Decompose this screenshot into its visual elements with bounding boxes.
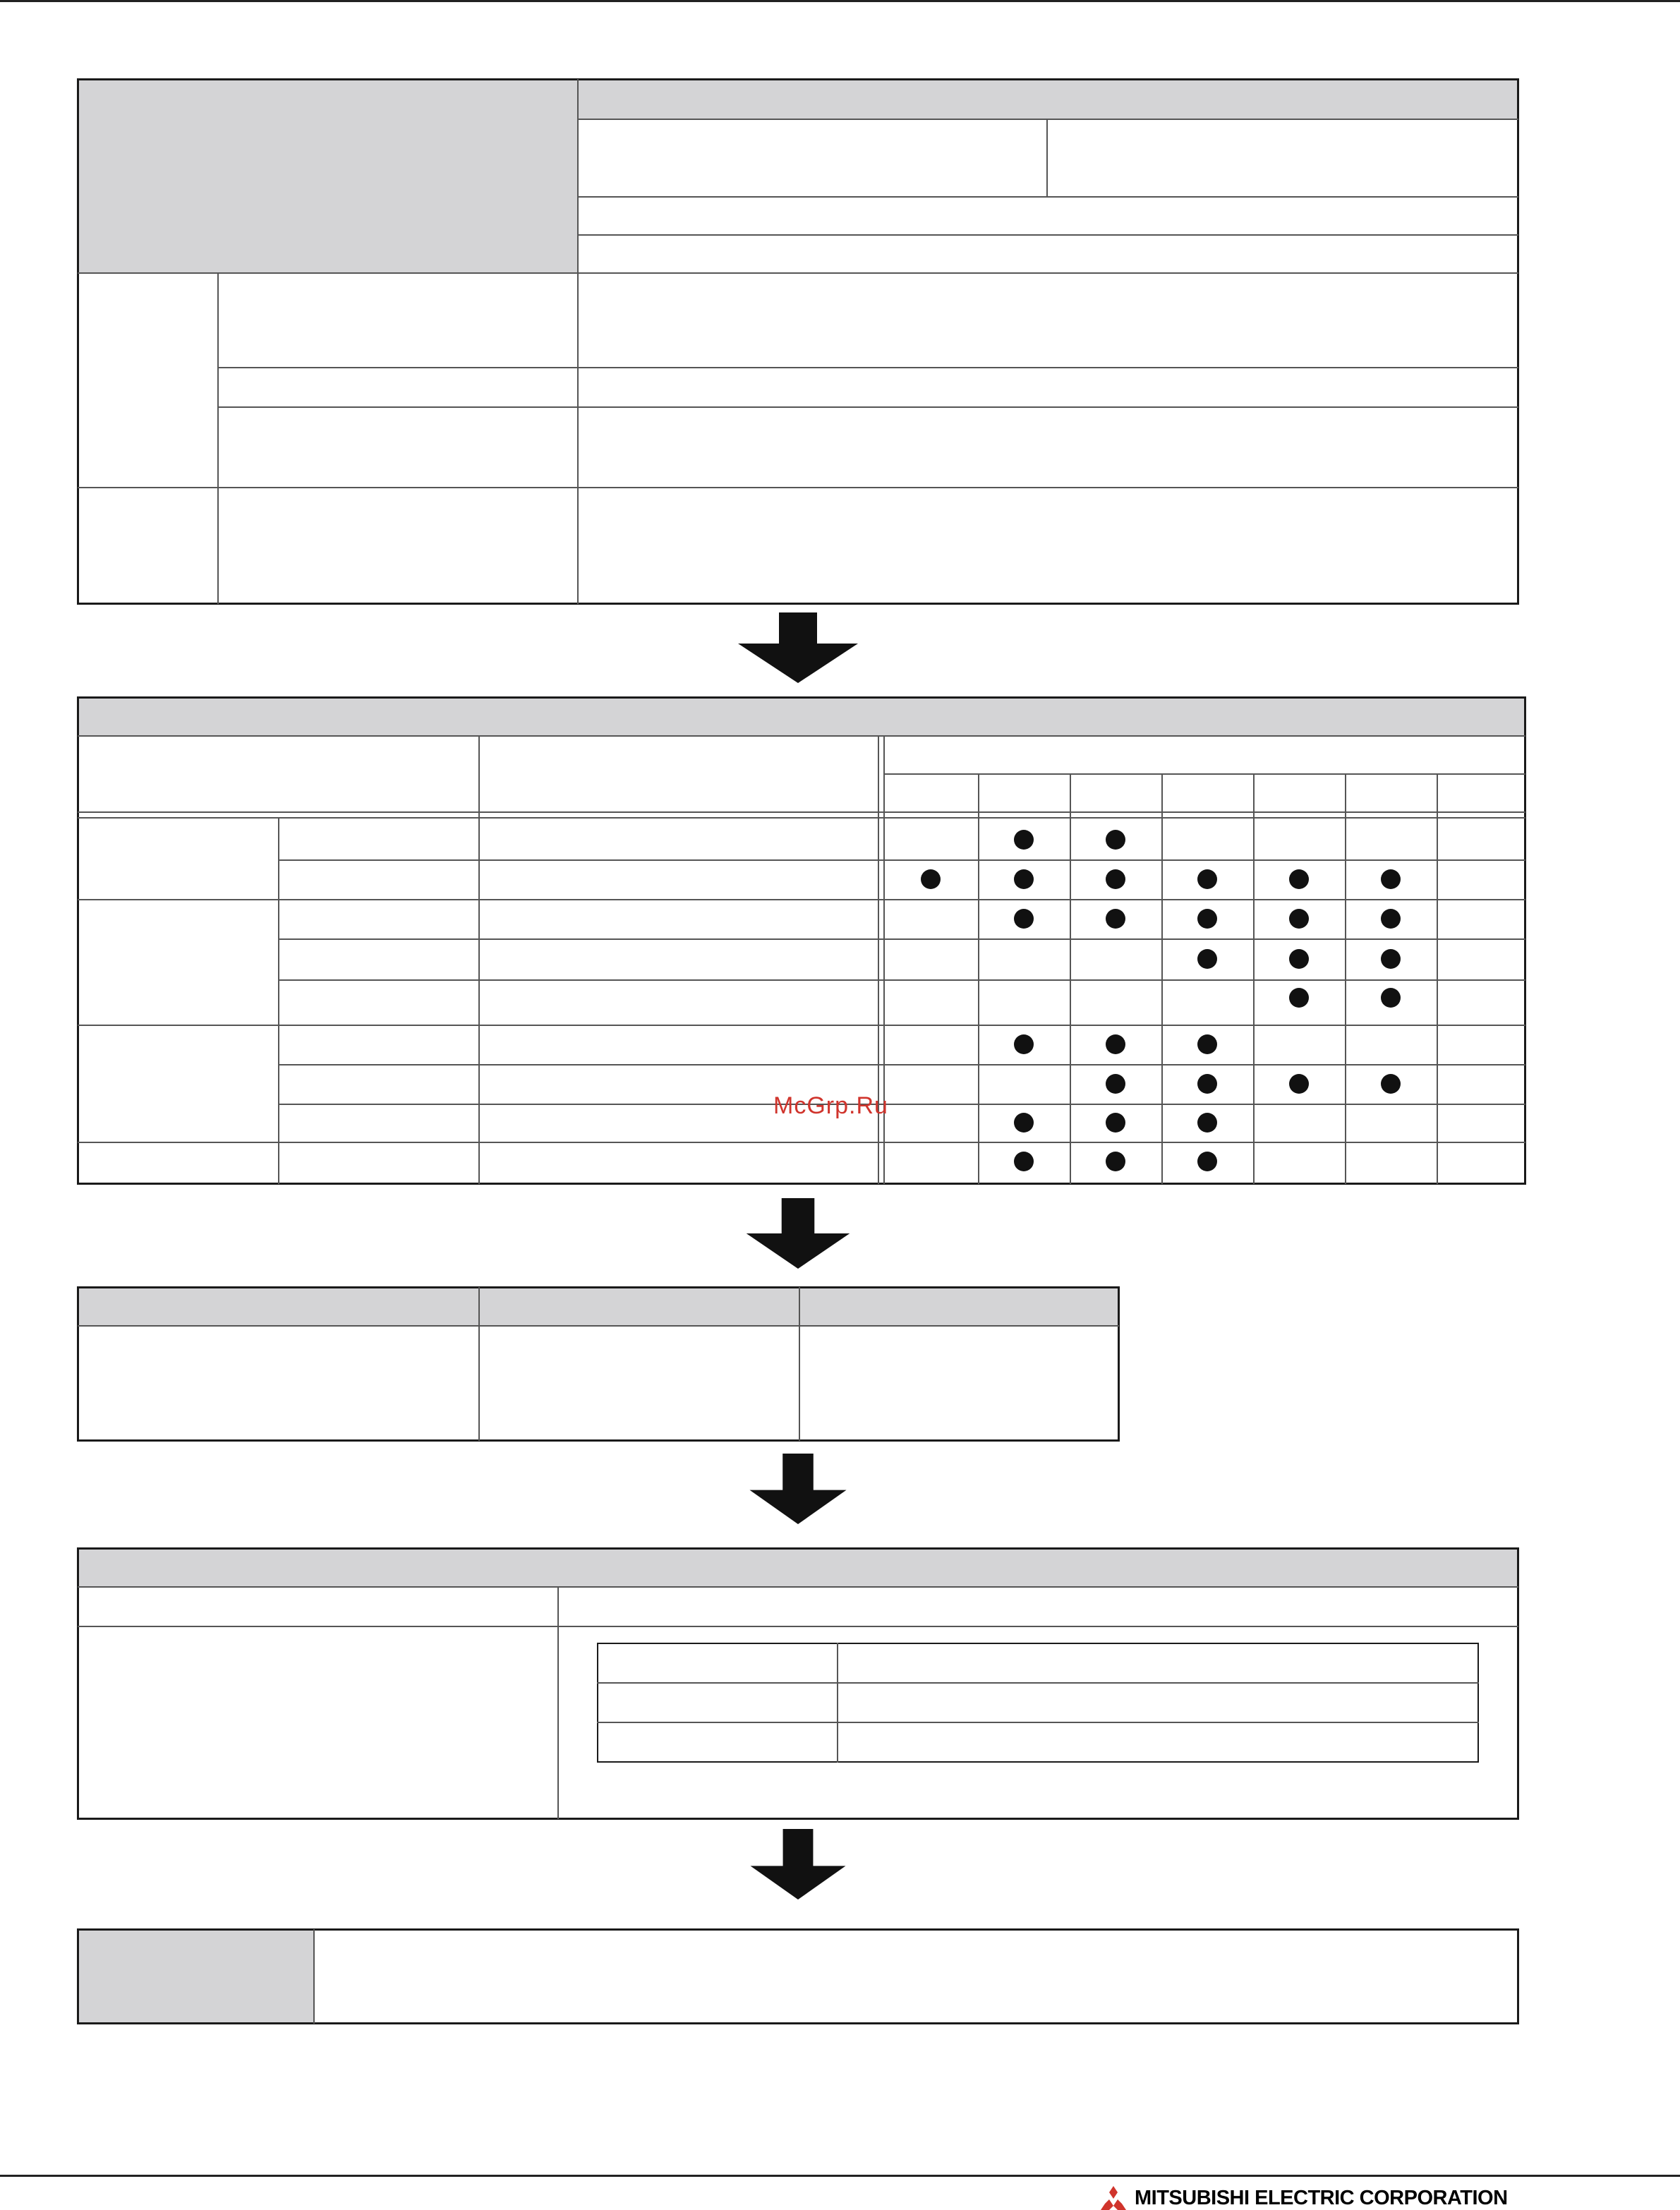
filled-dot-r9-c3 <box>1106 1152 1125 1171</box>
filled-dot-r2-c5 <box>1289 869 1309 889</box>
filled-dot-r7-c4 <box>1197 1074 1217 1094</box>
footer-brand <box>1099 2186 1508 2210</box>
arrow-down-icon <box>738 1454 858 1524</box>
filled-dot-r7-c6 <box>1381 1074 1401 1094</box>
filled-dot-r5-c5 <box>1289 988 1309 1008</box>
filled-dot-r4-c5 <box>1289 949 1309 969</box>
footer-rule <box>0 2175 1680 2177</box>
s4-inner-table <box>597 1643 1479 1763</box>
filled-dot-r4-c4 <box>1197 949 1217 969</box>
s3-frame <box>77 1286 1120 1442</box>
watermark: McGrp.Ru <box>773 1092 888 1119</box>
arrow-down-icon <box>738 1198 858 1269</box>
filled-dot-r3-c6 <box>1381 909 1401 929</box>
filled-dot-r3-c3 <box>1106 909 1125 929</box>
filled-dot-r1-c3 <box>1106 830 1125 850</box>
filled-dot-r7-c5 <box>1289 1074 1309 1094</box>
filled-dot-r2-c6 <box>1381 869 1401 889</box>
filled-dot-r7-c3 <box>1106 1074 1125 1094</box>
brand-name: MITSUBISHI ELECTRIC CORPORATION <box>1135 2186 1508 2209</box>
filled-dot-r8-c4 <box>1197 1113 1217 1133</box>
filled-dot-r6-c4 <box>1197 1034 1217 1054</box>
top-rule <box>0 0 1680 2</box>
filled-dot-r1-c2 <box>1014 830 1034 850</box>
filled-dot-r9-c2 <box>1014 1152 1034 1171</box>
s5-frame <box>77 1928 1519 2024</box>
filled-dot-r6-c3 <box>1106 1034 1125 1054</box>
filled-dot-r8-c2 <box>1014 1113 1034 1133</box>
filled-dot-r9-c4 <box>1197 1152 1217 1171</box>
filled-dot-r4-c6 <box>1381 949 1401 969</box>
filled-dot-r2-c4 <box>1197 869 1217 889</box>
filled-dot-r3-c2 <box>1014 909 1034 929</box>
filled-dot-r8-c3 <box>1106 1113 1125 1133</box>
filled-dot-r2-c1 <box>921 869 941 889</box>
filled-dot-r3-c4 <box>1197 909 1217 929</box>
filled-dot-r5-c6 <box>1381 988 1401 1008</box>
arrow-down-icon <box>738 1829 858 1900</box>
filled-dot-r6-c2 <box>1014 1034 1034 1054</box>
s1-frame <box>77 78 1519 605</box>
filled-dot-r3-c5 <box>1289 909 1309 929</box>
three-diamonds-icon <box>1099 2186 1128 2210</box>
arrow-down-icon <box>738 612 858 683</box>
filled-dot-r2-c2 <box>1014 869 1034 889</box>
filled-dot-r2-c3 <box>1106 869 1125 889</box>
